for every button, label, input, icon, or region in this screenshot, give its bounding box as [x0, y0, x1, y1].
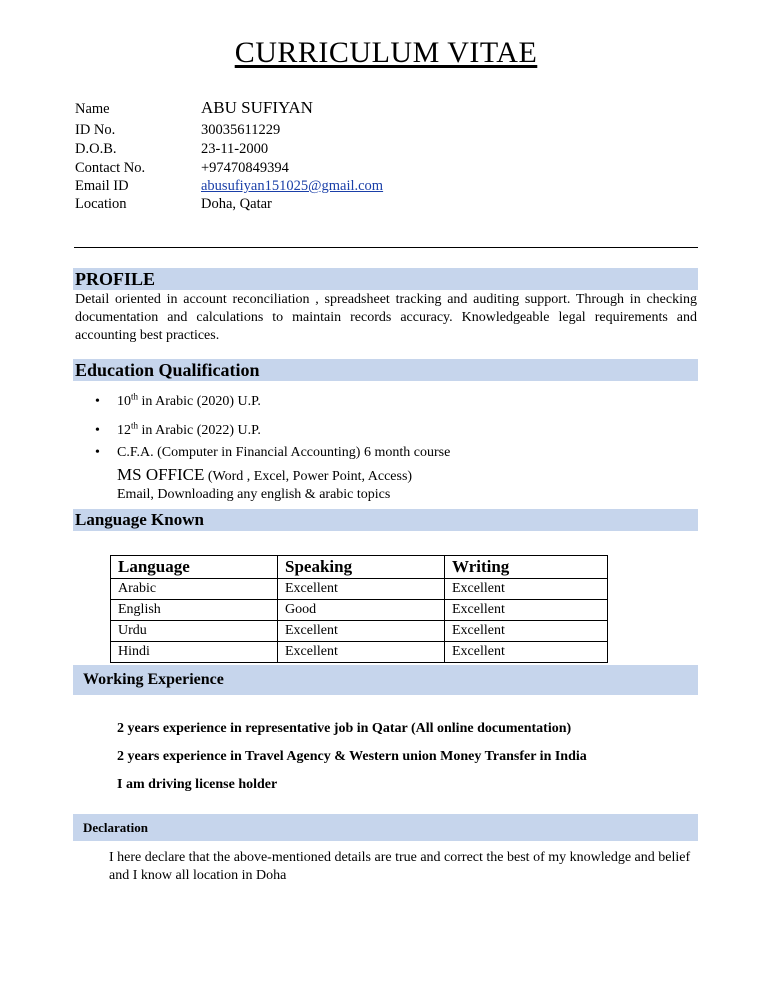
dob-value: 23-11-2000: [201, 141, 269, 157]
experience-heading: Working Experience: [83, 671, 224, 688]
table-cell: Excellent: [278, 642, 445, 663]
bullet-icon: •: [95, 423, 100, 438]
table-cell: Excellent: [445, 642, 608, 663]
table-cell: Excellent: [278, 579, 445, 600]
declaration-heading: Declaration: [83, 820, 148, 835]
name-label: Name: [75, 101, 110, 117]
education-item-1: 10th in Arabic (2020) U.P.: [117, 391, 261, 409]
table-header-cell: Language: [111, 556, 278, 579]
language-heading: Language Known: [75, 510, 204, 529]
table-header-row: [111, 556, 608, 579]
profile-band: [73, 268, 698, 290]
table-cell: English: [111, 600, 278, 621]
name-value: ABU SUFIYAN: [201, 98, 313, 117]
experience-item: 2 years experience in Travel Agency & Western union Money Transfer in India: [117, 749, 587, 764]
bullet-icon: •: [95, 445, 100, 460]
table-cell: Excellent: [445, 579, 608, 600]
declaration-band: [73, 814, 698, 841]
language-table: [110, 555, 608, 663]
education-heading: Education Qualification: [75, 360, 260, 380]
id-label: ID No.: [75, 122, 116, 138]
profile-heading: PROFILE: [75, 269, 156, 289]
table-cell: Arabic: [111, 579, 278, 600]
table-cell: Hindi: [111, 642, 278, 663]
id-value: 30035611229: [201, 122, 281, 138]
dob-label: D.O.B.: [75, 141, 117, 157]
table-header-cell: Writing: [445, 556, 608, 579]
education-item-2: 12th in Arabic (2022) U.P.: [117, 420, 261, 438]
table-row: [111, 642, 608, 663]
page-title: CURRICULUM VITAE: [234, 36, 538, 69]
bullet-icon: •: [95, 394, 100, 409]
table-cell: Excellent: [445, 621, 608, 642]
contact-label: Contact No.: [75, 160, 146, 176]
section-divider: [74, 247, 698, 248]
table-row: [111, 621, 608, 642]
contact-value: +97470849394: [201, 160, 289, 176]
location-label: Location: [75, 196, 127, 212]
table-cell: Excellent: [278, 621, 445, 642]
profile-text: Detail oriented in account reconciliation , spreadsheet tracking and auditing support. Through in checking documentation and calculations to maintain records accuracy. Knowledgeable legal requirements and accounting best practices.: [75, 292, 697, 343]
table-header-cell: Speaking: [278, 556, 445, 579]
experience-item: 2 years experience in representative job in Qatar (All online documentation): [117, 721, 572, 736]
education-item-3: C.F.A. (Computer in Financial Accounting) 6 month course: [117, 445, 451, 460]
email-link[interactable]: abusufiyan151025@gmail.com: [201, 178, 384, 194]
table-row: [111, 579, 608, 600]
experience-item: I am driving license holder: [117, 777, 278, 792]
ms-office-line: MS OFFICE (Word , Excel, Power Point, Access): [117, 465, 413, 484]
table-cell: Urdu: [111, 621, 278, 642]
table-cell: Good: [278, 600, 445, 621]
declaration-text: I here declare that the above-mentioned details are true and correct the best of my knowledge and belief and I know all location in Doha: [109, 850, 691, 883]
email-label: Email ID: [75, 178, 129, 194]
table-cell: Excellent: [445, 600, 608, 621]
table-row: [111, 600, 608, 621]
education-extra: Email, Downloading any english & arabic topics: [117, 487, 391, 502]
location-value: Doha, Qatar: [201, 196, 272, 212]
